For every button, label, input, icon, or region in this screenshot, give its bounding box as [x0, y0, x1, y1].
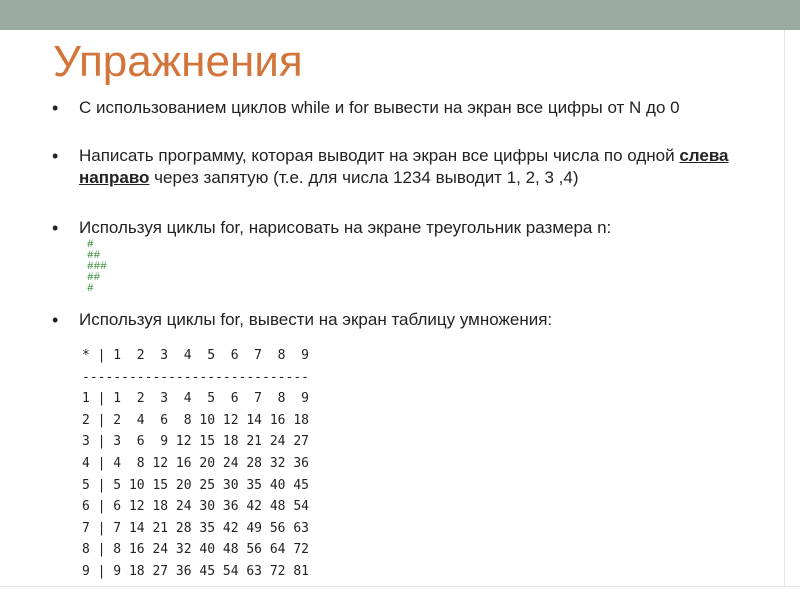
triangle-line: #	[87, 283, 94, 295]
table-row: 3 | 3 6 9 12 15 18 21 24 27	[82, 434, 309, 450]
bullet-text	[79, 145, 751, 189]
multiplication-table	[82, 345, 309, 583]
table-row: 2 | 2 4 6 8 10 12 14 16 18	[82, 412, 309, 428]
slide-right-edge	[784, 30, 800, 600]
underlined-phrase: слева направо	[79, 146, 729, 187]
bullet-text	[79, 217, 751, 239]
bullet-text	[79, 309, 751, 331]
slide-bottom-edge	[0, 586, 800, 600]
bullet-dot: •	[52, 310, 59, 330]
triangle-example	[87, 240, 107, 295]
bullet-text-part: Написать программу, которая выводит на экран все цифры числа по одной	[79, 146, 680, 165]
table-row: 8 | 8 16 24 32 40 48 56 64 72	[82, 542, 309, 558]
triangle-line: ##	[87, 250, 101, 262]
triangle-line: ##	[87, 272, 101, 284]
table-row: 5 | 5 10 15 20 25 30 35 40 45	[82, 477, 309, 493]
bullet-text-part: через запятую (т.е. для числа 1234 выводит 1, 2, 3 ,4)	[149, 168, 579, 187]
bullet-dot: •	[52, 218, 59, 238]
triangle-line: ###	[87, 261, 107, 273]
bullet-text-part: Используя циклы for, нарисовать на экране треугольник размера n:	[79, 218, 612, 237]
bullet-dot: •	[52, 98, 59, 118]
bullet-text-part: Используя циклы for, вывести на экран таблицу умножения:	[79, 310, 553, 329]
bullet-text-part: С использованием циклов while и for вывести на экран все цифры от N до 0	[79, 98, 680, 117]
triangle-line: #	[87, 239, 94, 251]
bullet-text	[79, 97, 751, 119]
slide-title: Упражнения	[53, 37, 303, 86]
table-row: 1 | 1 2 3 4 5 6 7 8 9	[82, 391, 309, 407]
table-row: 9 | 9 18 27 36 45 54 63 72 81	[82, 563, 309, 579]
table-divider: -----------------------------	[82, 369, 309, 385]
table-row: 4 | 4 8 12 16 20 24 28 32 36	[82, 455, 309, 471]
bullet-dot: •	[52, 146, 59, 166]
top-accent-bar	[0, 0, 800, 30]
table-row: 7 | 7 14 21 28 35 42 49 56 63	[82, 520, 309, 536]
table-header-row: * | 1 2 3 4 5 6 7 8 9	[82, 348, 309, 363]
table-row: 6 | 6 12 18 24 30 36 42 48 54	[82, 499, 309, 515]
